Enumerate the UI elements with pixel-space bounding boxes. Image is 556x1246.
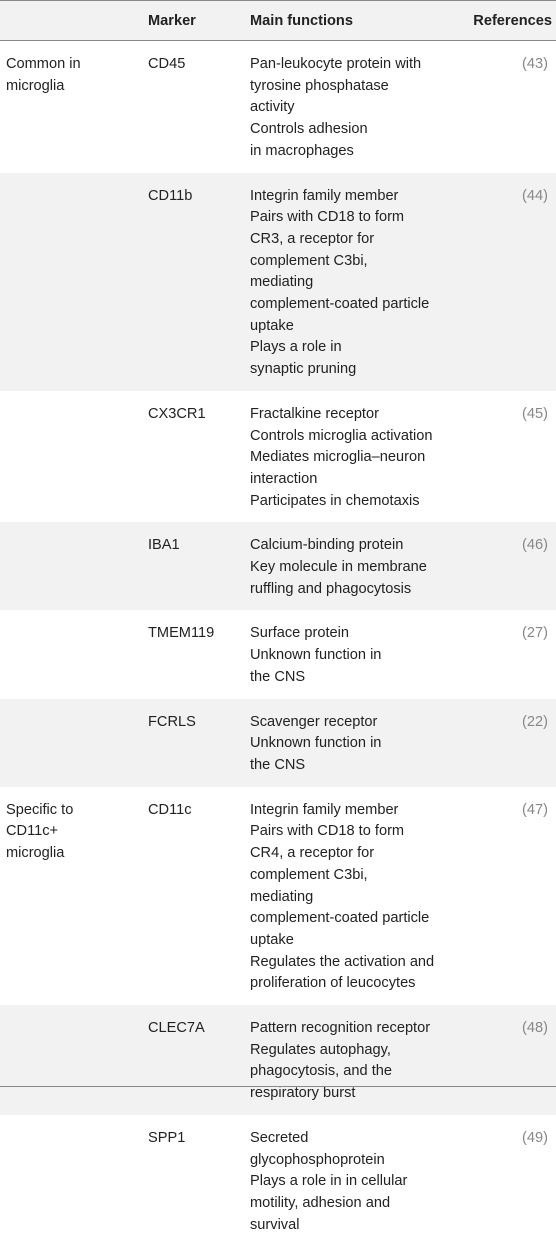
functions-cell — [250, 610, 468, 698]
functions-cell-line: Secreted — [250, 1128, 468, 1150]
functions-cell-line: the CNS — [250, 667, 468, 689]
reference-link[interactable]: (47) — [522, 802, 548, 818]
group-cell-line: CD11c+ — [6, 821, 148, 843]
functions-cell-line: CR4, a receptor for — [250, 843, 468, 865]
group-cell-line: Specific to — [6, 800, 148, 822]
functions-cell — [250, 1115, 468, 1246]
functions-cell-line: respiratory burst — [250, 1083, 468, 1105]
marker-cell: SPP1 — [148, 1115, 250, 1246]
functions-cell-line: Unknown function in — [250, 645, 468, 667]
group-cell — [0, 699, 148, 787]
marker-cell: FCRLS — [148, 699, 250, 787]
functions-cell-line: the CNS — [250, 755, 468, 777]
table-row — [0, 699, 556, 787]
reference-link[interactable]: (22) — [522, 714, 548, 730]
functions-cell-line: mediating — [250, 272, 468, 294]
reference-link[interactable]: (46) — [522, 537, 548, 553]
functions-cell-line: motility, adhesion and — [250, 1193, 468, 1215]
functions-cell-line: Integrin family member — [250, 186, 468, 208]
marker-cell: TMEM119 — [148, 610, 250, 698]
marker-cell: CD11b — [148, 173, 250, 391]
functions-cell-line: Pairs with CD18 to form — [250, 821, 468, 843]
reference-cell — [468, 699, 556, 787]
reference-cell — [468, 1115, 556, 1246]
functions-cell-line: ruffling and phagocytosis — [250, 579, 468, 601]
table-row — [0, 1115, 556, 1246]
functions-cell — [250, 699, 468, 787]
reference-link[interactable]: (49) — [522, 1130, 548, 1146]
functions-cell-line: complement C3bi, — [250, 251, 468, 273]
functions-cell-line: survival — [250, 1215, 468, 1237]
functions-cell-line: complement-coated particle — [250, 908, 468, 930]
functions-cell-line: mediating — [250, 887, 468, 909]
functions-cell-line: Surface protein — [250, 623, 468, 645]
functions-cell-line: complement C3bi, — [250, 865, 468, 887]
functions-cell-line: Unknown function in — [250, 733, 468, 755]
marker-column-header: Marker — [148, 1, 250, 41]
functions-cell-line: glycophosphoprotein — [250, 1150, 468, 1172]
reference-cell — [468, 610, 556, 698]
group-cell-line: microglia — [6, 76, 148, 98]
functions-cell-line: synaptic pruning — [250, 359, 468, 381]
group-cell — [0, 1115, 148, 1246]
marker-cell: IBA1 — [148, 522, 250, 610]
functions-cell-line: Pan-leukocyte protein with — [250, 54, 468, 76]
functions-cell — [250, 173, 468, 391]
functions-cell-line: uptake — [250, 930, 468, 952]
functions-cell-line: activity — [250, 97, 468, 119]
table-row — [0, 173, 556, 391]
table-row — [0, 610, 556, 698]
table-body — [0, 41, 556, 1246]
group-cell — [0, 787, 148, 1005]
group-cell — [0, 41, 148, 173]
functions-cell-line: Regulates the activation and — [250, 952, 468, 974]
functions-cell-line: tyrosine phosphatase — [250, 76, 468, 98]
table-row — [0, 787, 556, 1005]
functions-cell-line: Scavenger receptor — [250, 712, 468, 734]
reference-link[interactable]: (48) — [522, 1020, 548, 1036]
functions-cell-line: Regulates autophagy, — [250, 1040, 468, 1062]
functions-cell-line: Mediates microglia–neuron — [250, 447, 468, 469]
marker-cell: CD45 — [148, 41, 250, 173]
functions-cell-line: complement-coated particle — [250, 294, 468, 316]
reference-cell — [468, 41, 556, 173]
functions-column-header: Main functions — [250, 1, 468, 41]
functions-cell-line: Plays a role in — [250, 337, 468, 359]
references-column-header: References — [468, 1, 556, 41]
functions-cell-line: in macrophages — [250, 141, 468, 163]
functions-cell — [250, 522, 468, 610]
functions-cell-line: Controls microglia activation — [250, 426, 468, 448]
functions-cell-line: Controls adhesion — [250, 119, 468, 141]
functions-cell-line: proliferation of leucocytes — [250, 973, 468, 995]
group-cell-line: microglia — [6, 843, 148, 865]
functions-cell-line: Fractalkine receptor — [250, 404, 468, 426]
functions-cell-line: Key molecule in membrane — [250, 557, 468, 579]
reference-link[interactable]: (43) — [522, 56, 548, 72]
table-row — [0, 1005, 556, 1115]
table-row — [0, 391, 556, 523]
functions-cell-line: Pattern recognition receptor — [250, 1018, 468, 1040]
functions-cell-line: CR3, a receptor for — [250, 229, 468, 251]
functions-cell — [250, 391, 468, 523]
group-column-header — [0, 1, 148, 41]
marker-cell: CLEC7A — [148, 1005, 250, 1115]
reference-cell — [468, 1005, 556, 1115]
marker-cell: CD11c — [148, 787, 250, 1005]
functions-cell-line: Participates in chemotaxis — [250, 491, 468, 513]
group-cell — [0, 610, 148, 698]
reference-cell — [468, 173, 556, 391]
table-row — [0, 41, 556, 173]
functions-cell — [250, 41, 468, 173]
group-cell — [0, 173, 148, 391]
marker-cell: CX3CR1 — [148, 391, 250, 523]
reference-link[interactable]: (44) — [522, 188, 548, 204]
group-cell — [0, 1005, 148, 1115]
functions-cell-line: Integrin family member — [250, 800, 468, 822]
group-cell — [0, 522, 148, 610]
reference-link[interactable]: (27) — [522, 625, 548, 641]
functions-cell — [250, 1005, 468, 1115]
group-cell — [0, 391, 148, 523]
functions-cell-line: uptake — [250, 316, 468, 338]
functions-cell-line: Pairs with CD18 to form — [250, 207, 468, 229]
reference-cell — [468, 522, 556, 610]
reference-cell — [468, 787, 556, 1005]
table-row — [0, 522, 556, 610]
functions-cell-line: Calcium-binding protein — [250, 535, 468, 557]
functions-cell-line: interaction — [250, 469, 468, 491]
table-header-row — [0, 1, 556, 41]
reference-cell — [468, 391, 556, 523]
reference-link[interactable]: (45) — [522, 406, 548, 422]
functions-cell-line: phagocytosis, and the — [250, 1061, 468, 1083]
functions-cell-line: Plays a role in in cellular — [250, 1171, 468, 1193]
table-bottom-rule — [0, 1086, 556, 1087]
group-cell-line: Common in — [6, 54, 148, 76]
functions-cell — [250, 787, 468, 1005]
